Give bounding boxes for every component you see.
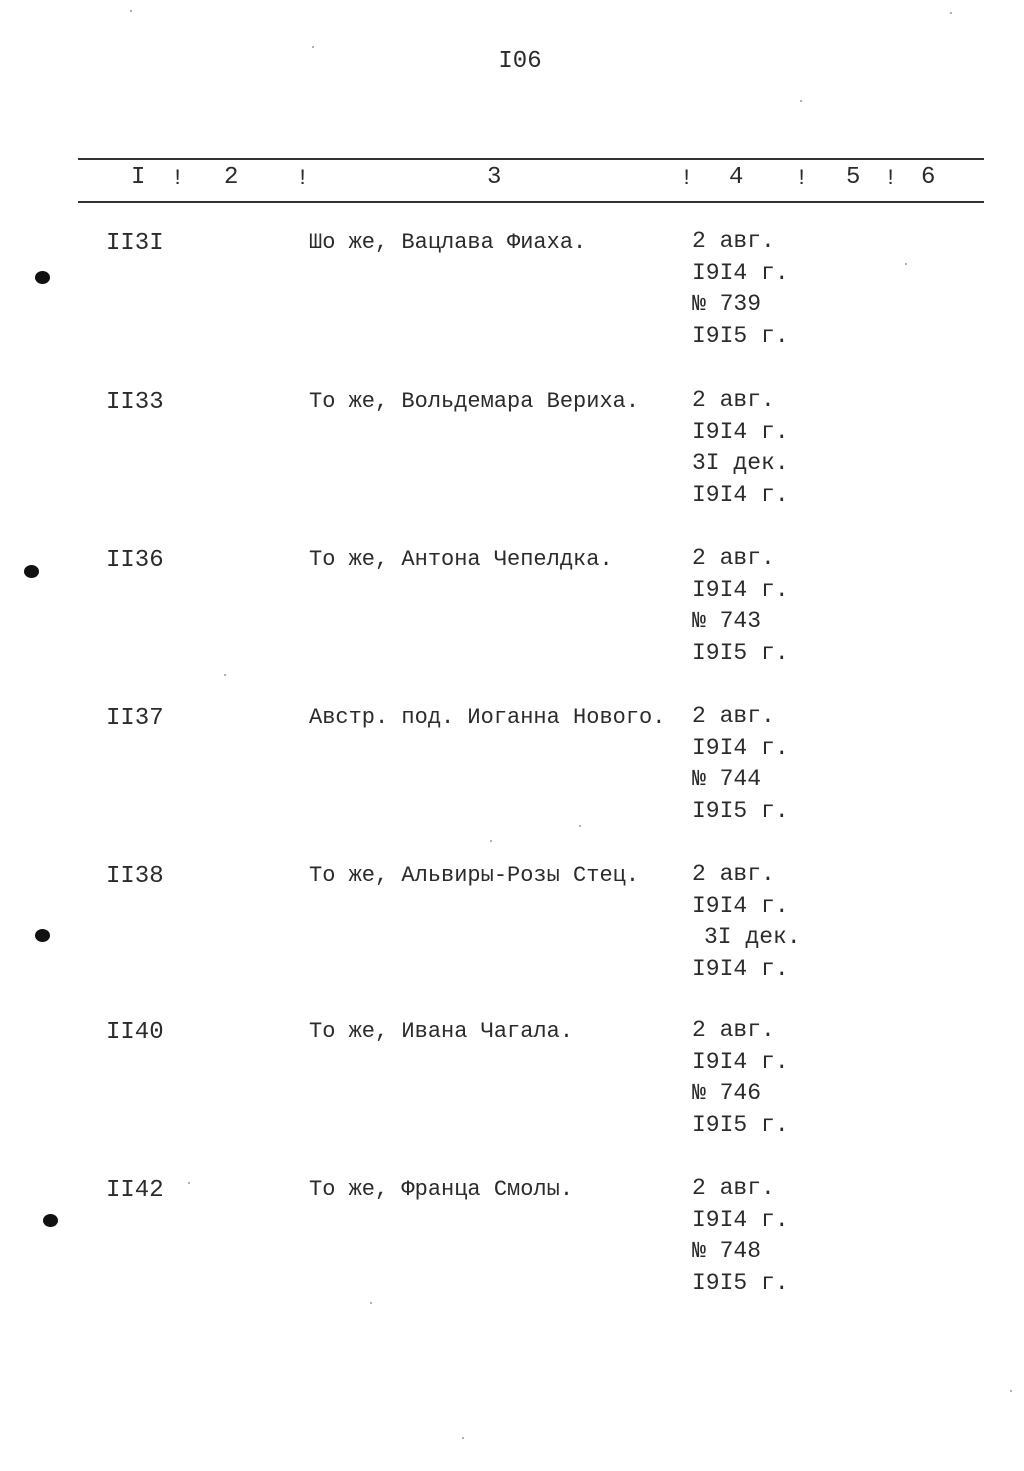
record-description: То же, Антона Чепелдка.: [309, 547, 613, 572]
record-dates: [692, 1173, 789, 1299]
date-line: I9I4 г.: [692, 481, 789, 508]
date-line: № 743: [692, 608, 762, 634]
paper-speck: [905, 263, 907, 265]
record-dates: [692, 543, 789, 669]
table-row: [0, 389, 1024, 529]
record-description: То же, Ивана Чагала.: [309, 1019, 574, 1044]
punch-hole: [43, 1214, 58, 1227]
record-dates: [692, 385, 789, 511]
record-number: II40: [106, 1019, 164, 1046]
table-header-top-rule: [78, 158, 984, 160]
date-line: I9I4 г.: [692, 1048, 789, 1075]
date-line: I9I4 г.: [692, 576, 789, 603]
date-line: 3I дек.: [704, 924, 801, 950]
record-description: То же, Вольдемара Вериха.: [309, 389, 640, 414]
paper-speck: [312, 46, 314, 48]
date-line: № 748: [692, 1238, 762, 1264]
column-separator: !: [884, 166, 898, 191]
record-number: II37: [106, 705, 164, 732]
table-header-bottom-rule: [78, 201, 984, 203]
paper-speck: [490, 840, 492, 842]
paper-speck: [800, 100, 802, 102]
record-description: То же, Франца Смолы.: [309, 1177, 574, 1202]
paper-speck: [188, 1182, 190, 1184]
date-line: № 739: [692, 291, 762, 317]
date-line: I9I5 г.: [692, 1111, 789, 1138]
date-line: I9I4 г.: [692, 1206, 789, 1233]
column-header-5: 5: [846, 164, 861, 191]
record-number: II36: [106, 547, 164, 574]
page-number: I06: [498, 48, 542, 75]
date-line: I9I4 г.: [692, 955, 789, 982]
date-line: I9I4 г.: [692, 259, 789, 286]
date-line: I9I4 г.: [692, 892, 789, 919]
date-line: 2 авг.: [692, 1017, 775, 1043]
record-number: II33: [106, 389, 164, 416]
date-line: 2 авг.: [692, 1175, 775, 1201]
punch-hole: [35, 929, 50, 942]
record-number: II42: [106, 1177, 164, 1204]
record-dates: [692, 859, 801, 985]
punch-hole: [35, 271, 50, 284]
record-description: Австр. под. Иоганна Нового.: [309, 705, 666, 730]
column-header-6: 6: [921, 164, 936, 191]
date-line: 2 авг.: [692, 861, 775, 887]
record-dates: [692, 226, 789, 352]
punch-hole: [24, 565, 39, 578]
date-line: 2 авг.: [692, 545, 775, 571]
record-description: Шо же, Вацлава Фиаха.: [309, 230, 587, 255]
paper-speck: [950, 12, 952, 14]
table-row: [0, 1019, 1024, 1159]
date-line: I9I5 г.: [692, 1269, 789, 1296]
paper-speck: [462, 1437, 464, 1439]
date-line: 2 авг.: [692, 387, 775, 413]
table-row: [0, 863, 1024, 1003]
paper-speck: [1010, 1390, 1012, 1392]
column-separator: !: [680, 166, 694, 191]
column-separator: !: [171, 166, 185, 191]
record-dates: [692, 1015, 789, 1141]
column-separator: !: [296, 166, 310, 191]
record-dates: [692, 701, 789, 827]
column-header-4: 4: [729, 164, 744, 191]
column-header-3: 3: [487, 164, 502, 191]
column-header-1: I: [131, 164, 146, 191]
date-line: I9I4 г.: [692, 734, 789, 761]
date-line: I9I5 г.: [692, 797, 789, 824]
date-line: I9I5 г.: [692, 639, 789, 666]
date-line: № 744: [692, 766, 762, 792]
column-header-2: 2: [224, 164, 239, 191]
record-number: II38: [106, 863, 164, 890]
record-description: То же, Альвиры-Розы Стец.: [309, 863, 640, 888]
column-separator: !: [795, 166, 809, 191]
paper-speck: [130, 10, 132, 12]
paper-speck: [370, 1302, 372, 1304]
date-line: I9I5 г.: [692, 322, 789, 349]
date-line: 2 авг.: [692, 228, 775, 254]
paper-speck: [579, 825, 581, 827]
date-line: 2 авг.: [692, 703, 775, 729]
paper-speck: [224, 674, 226, 676]
table-row: [0, 705, 1024, 845]
date-line: I9I4 г.: [692, 418, 789, 445]
table-row: [0, 230, 1024, 370]
table-row: [0, 547, 1024, 687]
date-line: 3I дек.: [692, 450, 789, 476]
record-number: II3I: [106, 230, 164, 257]
date-line: № 746: [692, 1080, 762, 1106]
table-row: [0, 1177, 1024, 1317]
